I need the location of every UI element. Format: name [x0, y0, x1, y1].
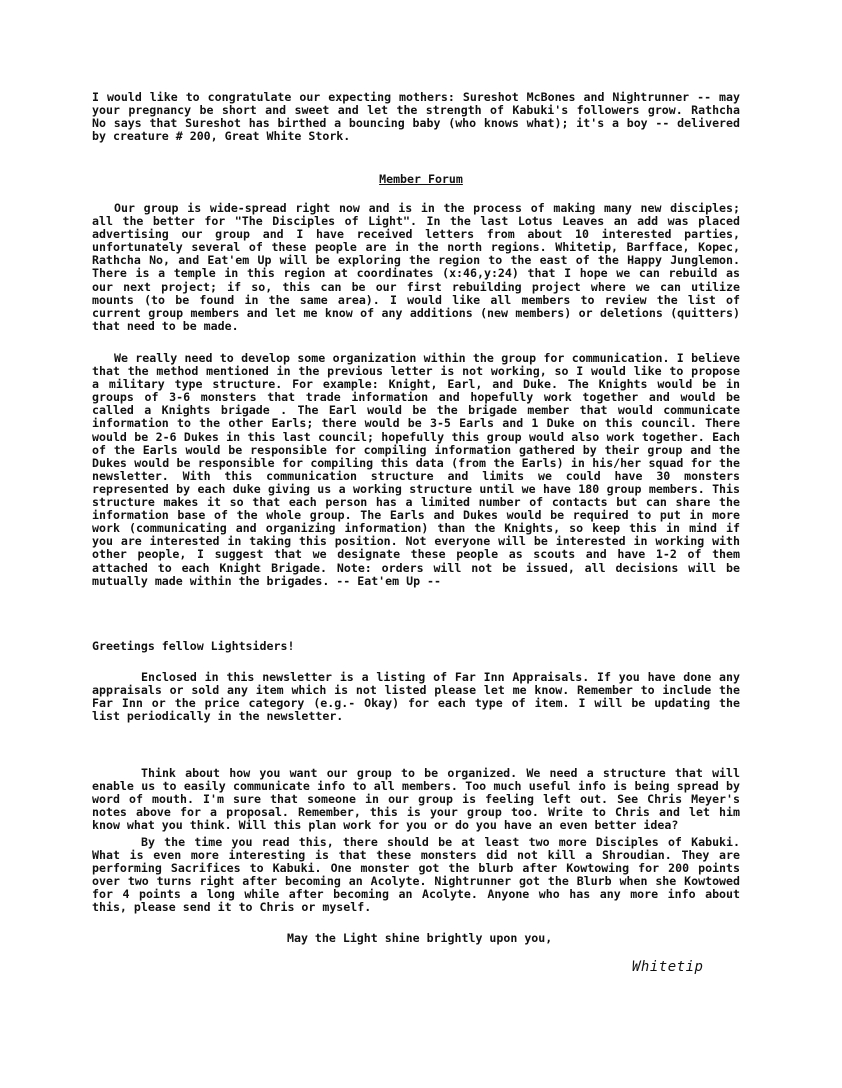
intro-paragraph: I would like to congratulate our expecting mothers: Sureshot McBones and Nightrunner -- may your pregnancy be short and sweet and let the strength of Kabuki's followers grow. Rathcha No says that Sureshot has birthed a bouncing baby (who knows what); it's a boy -- delivered by creature # 200, Great White Stork.	[92, 90, 740, 144]
greeting: Greetings fellow Lightsiders!	[92, 639, 295, 653]
forum-paragraph: We really need to develop some organization within the group for communication. I believe that the method mentioned in the previous letter is not working, so I would like to propose a military type structure. For example: Knight, Earl, and Duke. The Knights would be in groups of 3-6 monsters that trade information and hopefully work together and would be called a Knights brigade . The Earl would be the brigade member that would communicate information to the other Earls; there would be 3-5 Earls and 1 Duke on this council. There would be 2-6 Dukes in this last council; hopefully this group would also work together. Each of the Earls would be responsible for compiling information gathered by their group and the Dukes would be responsible for compiling this data (from the Earls) in his/her squad for the newsletter. With this communication structure and limits we could have 30 monsters represented by each duke giving us a working structure until we have 180 group members. This structure makes it so that each person has a limited number of contacts but can share the information base of the whole group. The Earls and Dukes would be required to put in more work (communicating and organizing information) than the Knights, so keep this in mind if you are interested in taking this position. Not everyone will be interested in working with other people, I suggest that we designate these people as scouts and have 1-2 of them attached to each Knight Brigade. Note: orders will not be issued, all decisions will be mutually made within the brigades. -- Eat'em Up --	[92, 351, 740, 588]
letter-paragraph: Enclosed in this newsletter is a listing of Far Inn Appraisals. If you have done any appraisals or sold any item which is not listed please let me know. Remember to include the Far Inn or the price category (e.g.- Okay) for each type of item. I will be updating the list periodically in the newsletter.	[92, 670, 740, 724]
forum-paragraph: Our group is wide-spread right now and is in the process of making many new disciples; all the better for "The Disciples of Light". In the last Lotus Leaves an add was placed advertising our group and I have received letters from about 10 interested parties, unfortunately several of these people are in the north regions. Whitetip, Barfface, Kopec, Rathcha No, and Eat'em Up will be exploring the region to the east of the Happy Junglemon. There is a temple in this region at coordinates (x:46,y:24) that I hope we can rebuild as our next project; if so, this can be our first rebuilding project where we can utilize mounts (to be found in the same area). I would like all members to review the list of current group members and let me know of any additions (new members) or deletions (quitters) that need to be made.	[92, 201, 740, 333]
closing-line: May the Light shine brightly upon you,	[287, 931, 553, 945]
member-forum-heading: Member Forum	[379, 172, 463, 186]
letter-paragraph: Think about how you want our group to be organized. We need a structure that will enable us to easily communicate info to all members. Too much useful info is being spread by word of mouth. I'm sure that someone in our group is feeling left out. See Chris Meyer's notes above for a proposal. Remember, this is your group too. Write to Chris and let him know what you think. Will this plan work for you or do you have an even better idea?	[92, 766, 740, 833]
letter-paragraph: By the time you read this, there should be at least two more Disciples of Kabuki. What is even more interesting is that these monsters did not kill a Shroudian. They are performing Sacrifices to Kabuki. One monster got the blurb after Kowtowing for 200 points over two turns right after becoming an Acolyte. Nightrunner got the Blurb when she Kowtowed for 4 points a long while after becoming an Acolyte. Anyone who has any more info about this, please send it to Chris or myself.	[92, 835, 740, 915]
signature: Whitetip	[632, 959, 704, 975]
